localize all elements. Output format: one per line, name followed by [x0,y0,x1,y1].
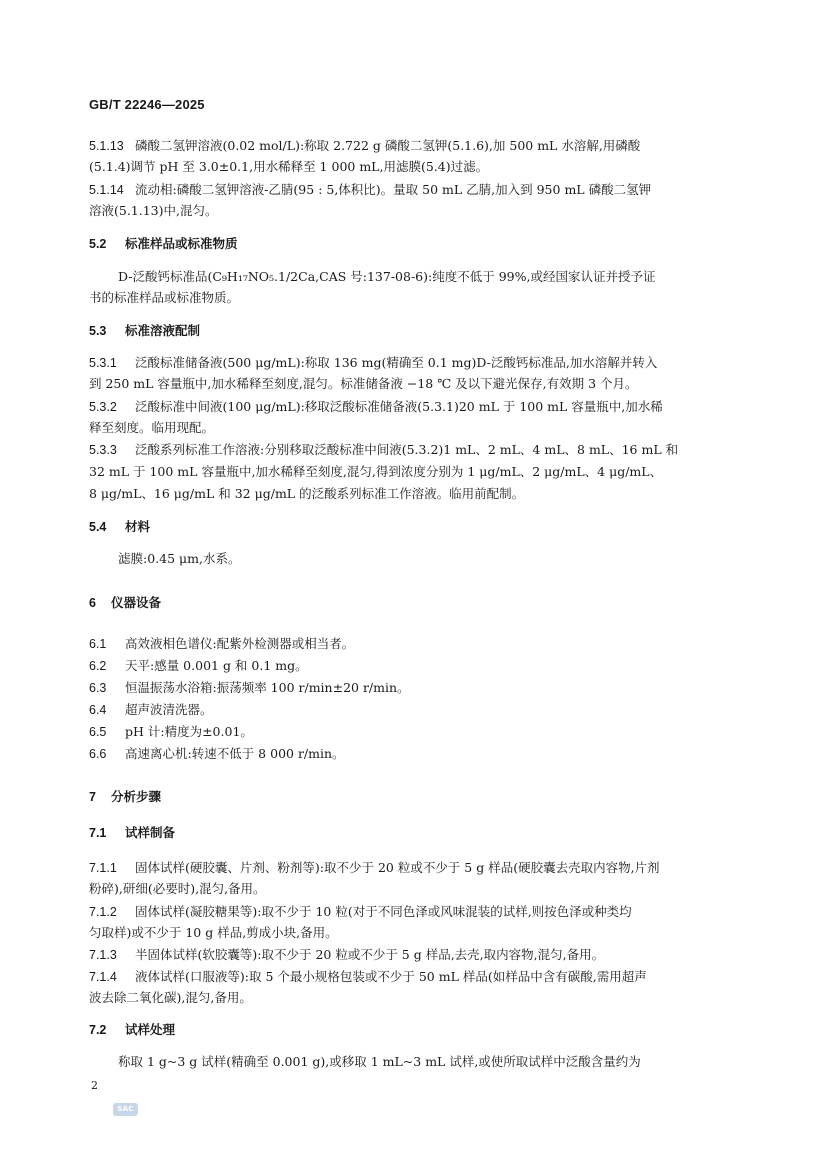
clause-6-6 [89,746,345,762]
heading-title: 分析步骤 [111,789,162,804]
clause-5-1-13-line1 [89,138,640,154]
clause-5-3-3-line2: 32 mL 于 100 mL 容量瓶中,加水稀释至刻度,混匀,得到浓度分别为 1 μg/mL、2 μg/mL、4 μg/mL、 [89,464,663,479]
clause-6-1 [89,636,354,652]
clause-text: 泛酸系列标准工作溶液:分别移取泛酸标准中间液(5.3.2)1 mL、2 mL、4 mL、8 mL、16 mL 和 [135,442,679,457]
clause-7-1-2-line2: 匀取样)或不少于 10 g 样品,剪成小块,备用。 [89,925,338,940]
para-5-2-line1: D-泛酸钙标准品(C₉H₁₇NO₅.1/2Ca,CAS 号:137-08-6):纯度不低于 99%,或经国家认证并授予证 [118,269,656,284]
clause-6-4 [89,702,213,718]
heading-number: 5.4 [89,520,107,534]
clause-text: 高效液相色谱仪:配紫外检测器或相当者。 [125,636,355,651]
clause-number: 7.1.3 [89,948,117,962]
clause-number: 6.5 [89,725,107,739]
clause-5-3-3-line1 [89,442,678,458]
clause-text: 半固体试样(软胶囊等):取不少于 20 粒或不少于 5 g 样品,去壳,取内容物,混匀,备用。 [135,947,605,962]
clause-5-3-2-line1 [89,399,663,415]
heading-title: 材料 [125,519,151,534]
clause-number: 5.1.13 [89,139,124,153]
clause-5-1-14-line2: 溶液(5.1.13)中,混匀。 [89,203,218,218]
clause-number: 7.1.2 [89,905,117,919]
clause-number: 6.6 [89,747,107,761]
clause-7-1-1-line1 [89,860,660,876]
heading-title: 标准样品或标准物质 [125,236,238,251]
clause-7-1-3-line1 [89,947,604,963]
clause-6-3 [89,680,410,696]
clause-text: 流动相:磷酸二氢钾溶液-乙腈(95 : 5,体积比)。量取 50 mL 乙腈,加入到 950 mL 磷酸二氢钾 [135,182,652,197]
heading-number: 6 [89,596,96,610]
heading-number: 5.2 [89,237,107,251]
clause-5-3-3-line3: 8 μg/mL、16 μg/mL 和 32 μg/mL 的泛酸系列标准工作溶液。临用前配制。 [89,486,525,501]
clause-text: 液体试样(口服液等):取 5 个最小规格包装或不少于 50 mL 样品(如样品中含有碳酸,需用超声 [135,969,647,984]
standard-code: GB/T 22246—2025 [89,97,205,112]
heading-number: 7.1 [89,826,107,840]
clause-6-5 [89,724,253,740]
heading-title: 仪器设备 [111,595,162,610]
heading-number: 7 [89,790,96,804]
clause-text: 泛酸标准储备液(500 μg/mL):称取 136 mg(精确至 0.1 mg)D-泛酸钙标准品,加水溶解并转入 [135,355,658,370]
clause-text: 高速离心机:转速不低于 8 000 r/min。 [125,746,345,761]
clause-text: 天平:感量 0.001 g 和 0.1 mg。 [125,658,308,673]
clause-5-3-1-line1 [89,355,657,371]
clause-5-1-13-line2: (5.1.4)调节 pH 至 3.0±0.1,用水稀释至 1 000 mL,用滤膜(5.4)过滤。 [89,159,489,174]
heading-6 [89,595,161,611]
heading-number: 5.3 [89,324,107,338]
clause-number: 5.3.2 [89,400,117,414]
clause-number: 5.1.14 [89,183,124,197]
clause-number: 5.3.1 [89,356,117,370]
clause-number: 6.3 [89,681,107,695]
heading-title: 试样处理 [125,1022,176,1037]
para-5-4-line1: 滤膜:0.45 μm,水系。 [118,551,241,566]
heading-5-2 [89,236,238,252]
clause-5-1-14-line1 [89,182,651,198]
heading-5-4 [89,519,150,535]
heading-7-1 [89,825,175,841]
heading-7 [89,789,161,805]
clause-text: 固体试样(硬胶囊、片剂、粉剂等):取不少于 20 粒或不少于 5 g 样品(硬胶囊去壳取内容物,片剂 [135,860,660,875]
clause-7-1-4-line1 [89,969,647,985]
clause-text: 恒温振荡水浴箱:振荡频率 100 r/min±20 r/min。 [125,680,410,695]
clause-7-1-2-line1 [89,904,632,920]
para-7-2-line1: 称取 1 g~3 g 试样(精确至 0.001 g),或移取 1 mL~3 mL 试样,或使所取试样中泛酸含量约为 [118,1054,641,1069]
clause-text: 磷酸二氢钾溶液(0.02 mol/L):称取 2.722 g 磷酸二氢钾(5.1.6),加 500 mL 水溶解,用磷酸 [135,138,641,153]
clause-5-3-2-line2: 释至刻度。临用现配。 [89,420,215,435]
heading-7-2 [89,1022,175,1038]
clause-number: 6.1 [89,637,107,651]
clause-number: 6.4 [89,703,107,717]
clause-6-2 [89,658,308,674]
clause-7-1-1-line2: 粉碎),研细(必要时),混匀,备用。 [89,881,266,896]
heading-title: 试样制备 [125,825,176,840]
heading-number: 7.2 [89,1023,107,1037]
heading-5-3 [89,323,200,339]
clause-text: 泛酸标准中间液(100 μg/mL):移取泛酸标准储备液(5.3.1)20 mL 于 100 mL 容量瓶中,加水稀 [135,399,663,414]
para-5-2-line2: 书的标准样品或标准物质。 [89,290,240,305]
clause-text: 固体试样(凝胶糖果等):取不少于 10 粒(对于不同色泽或风味混装的试样,则按色泽或种类均 [135,904,632,919]
clause-7-1-4-line2: 波去除二氧化碳),混匀,备用。 [89,990,252,1005]
clause-text: 超声波清洗器。 [125,702,213,717]
clause-number: 5.3.3 [89,443,117,457]
page-number: 2 [91,1079,98,1092]
heading-title: 标准溶液配制 [125,323,201,338]
clause-text: pH 计:精度为±0.01。 [125,724,253,739]
clause-number: 7.1.1 [89,861,117,875]
sac-logo-icon: SAC [113,1103,138,1116]
clause-5-3-1-line2: 到 250 mL 容量瓶中,加水稀释至刻度,混匀。标准储备液 −18 ℃ 及以下避光保存,有效期 3 个月。 [89,376,638,391]
clause-number: 6.2 [89,659,107,673]
clause-number: 7.1.4 [89,970,117,984]
